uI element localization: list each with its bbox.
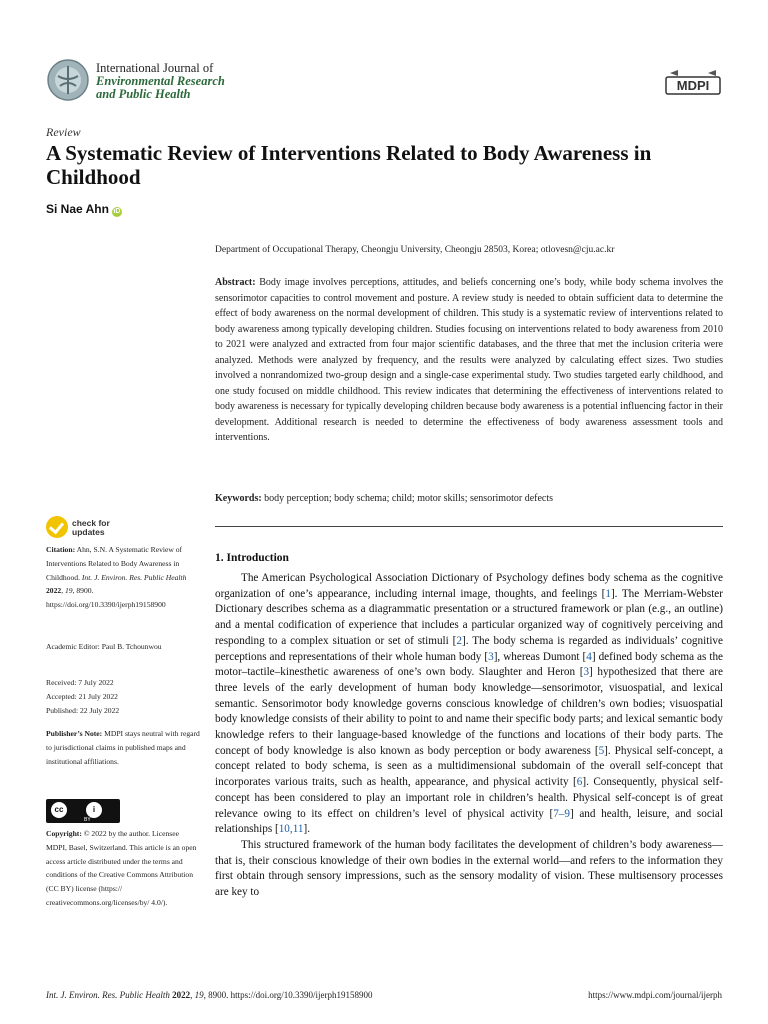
attribution-icon: i	[86, 802, 102, 818]
footer-year: 2022	[172, 990, 191, 1000]
p1-segment: ].	[303, 823, 310, 836]
citation-year: 2022	[46, 586, 62, 596]
paragraph-2: This structured framework of the human body facilitates the development of children’s body awareness—that is, their conscious knowledge of their own bodies in the external world—and refers to the information they first obtain through sensory impressions, such as the sensory modality of vision. These multisensory processes are key to	[215, 838, 723, 899]
citation-link[interactable]: 3	[488, 650, 494, 663]
p1-segment: ] defined body schema as the motor–tactile–kinesthetic awareness of one’s own body. Slaughter and Heron [	[215, 650, 724, 679]
journal-name	[96, 62, 225, 101]
p1-segment: ] and health, leisure, and social relationships [	[215, 807, 723, 836]
orcid-icon[interactable]: iD	[113, 208, 121, 215]
footer-volume: 19	[194, 990, 204, 1000]
abstract-text: Body image involves perceptions, attitudes, and beliefs concerning one’s body, while body schema involves the sensorimotor capacities to control movement and posture. A review study is needed to obtain sufficient data to determine the effect of body awareness on the normal development of children. This study is a systematic review of interventions related to body awareness among typically developing children. Studies focusing on interventions related to body awareness from 2010 to 2021 were analyzed and extracted from four major scientific databases, and the three that met the inclusion criteria were analyzed. Methods were analyzed by frequency, and the results were analyzed by calculating effect sizes. Two studies involved a nonrandomized two-group design and a single-case experimental study. Two studies targeted early childhood, and one study focused on middle childhood. This review indicates that determining the effectiveness of interventions related to body awareness is necessary for typically developing children because body awareness is a potential influencing factor in their development. Additional research is needed to determine the effectiveness of body awareness assessment tools and interventions.	[215, 277, 724, 443]
citation-link[interactable]: 5	[598, 744, 605, 757]
journal-line-2: Environmental Research	[96, 74, 225, 88]
citation-text: Ahn, S.N. A Systematic Review of Interventions Related to Body Awareness in Childhood.	[46, 545, 183, 582]
article-type: Review	[46, 125, 81, 139]
citation-doi[interactable]: , 8900. https://doi.org/10.3390/ijerph19158900	[46, 586, 166, 610]
keywords-label: Keywords:	[215, 493, 262, 504]
citation-link[interactable]: 7–9	[553, 807, 570, 820]
copyright-block	[46, 827, 200, 910]
author	[46, 202, 122, 217]
paragraph-1	[215, 571, 723, 838]
citation-link[interactable]: 4	[586, 650, 592, 663]
cc-icon: cc	[51, 802, 67, 818]
cc-by-license-badge[interactable]	[46, 799, 120, 823]
citation-link[interactable]: 2	[456, 634, 462, 647]
abstract	[215, 275, 723, 446]
mdpi-logo-icon	[664, 70, 722, 96]
p1-segment: ], whereas Dumont [	[493, 650, 587, 663]
publishers-note	[46, 727, 200, 768]
check-updates-label	[72, 519, 110, 537]
received-date: Received: 7 July 2022	[46, 678, 114, 687]
body-text	[215, 571, 723, 901]
mdpi-logo-text: MDPI	[676, 78, 710, 93]
p1-segment: ] hypothesized that there are three levels of the early development of human body knowledge—sensorimotor, visuospatial, and lexical semantic. Sensorimotor body knowledge governs conscious knowledge of children’s own bodies; visuospatial body knowledge consists of their ability to point to and name their specific body parts; and lexical semantic body knowledge refers to their language-based knowledge of the functions and locations of their body parts. The concept of body knowledge is also known as body perception or body awareness [	[215, 666, 724, 757]
citation-volume: 19	[64, 586, 73, 596]
keywords	[215, 492, 723, 506]
p1-segment: ]. The body schema is regarded as individuals’ cognitive perceptions and representations of their whole human body [	[215, 634, 723, 663]
p1-segment: ]. Physical self-concept, a concept related to body schema, is seen as a multidimensional subdomain of the overall self-concept that incorporates various traits, such as health, appearance, and physical activity [	[215, 744, 723, 789]
journal-emblem-icon	[46, 58, 90, 102]
mdpi-logo	[664, 70, 722, 96]
citation-block: Citation: Ahn, S.N. A Systematic Review of Interventions Related to Body Awareness in Childhood. Int. J. Environ. Res. Public Health 2022, 19, 8900. https://doi.org/10.3390/ijerph19158900	[46, 545, 187, 610]
section-divider	[215, 526, 723, 527]
footer-journal-url[interactable]: https://www.mdpi.com/journal/ijerph	[588, 990, 722, 1000]
copyright-text: © 2022 by the author. Licensee MDPI, Basel, Switzerland. This article is an open access article distributed under the terms and conditions of the Creative Commons Attribution (CC BY) license (https:// creativecommons.org/licenses/by/ 4.0/).	[46, 829, 197, 907]
p1-segment: The American Psychological Association Dictionary of Psychology defines body schema as the cognitive organization of one’s appearance, including internal image, thoughts, and feelings [	[215, 572, 723, 600]
citation-link[interactable]: 1	[605, 587, 611, 600]
footer-journal: Int. J. Environ. Res. Public Health	[46, 990, 170, 1000]
note-text: MDPI stays neutral with regard to jurisdictional claims in published maps and institutional affiliations.	[46, 729, 200, 766]
abstract-label: Abstract:	[215, 277, 256, 288]
check-updates-line-2: updates	[72, 527, 105, 537]
journal-logo	[46, 58, 90, 102]
section-heading: 1. Introduction	[215, 552, 289, 564]
cc-by-label: BY	[84, 817, 91, 823]
citation-link[interactable]: 10,11	[278, 823, 304, 836]
copyright-label: Copyright:	[46, 829, 82, 838]
published-date: Published: 22 July 2022	[46, 705, 120, 715]
citation-link[interactable]: 6	[576, 776, 583, 789]
dates-block	[46, 676, 200, 717]
affiliation: Department of Occupational Therapy, Cheongju University, Cheongju 28503, Korea; otlovesn@cju.ac.kr	[215, 245, 615, 255]
check-updates-line-1: check for	[72, 518, 110, 528]
academic-editor	[46, 640, 200, 654]
article-title: A Systematic Review of Interventions Related to Body Awareness in Childhood	[46, 141, 652, 189]
journal-line-1: International Journal of	[96, 61, 214, 75]
editor-label: Academic Editor:	[46, 642, 100, 651]
accepted-date: Accepted: 21 July 2022	[46, 691, 118, 701]
author-name: Si Nae Ahn	[46, 202, 109, 216]
journal-line-3: and Public Health	[96, 87, 191, 101]
p1-segment: ]. Consequently, physical self-concept has been considered to play an important role in children’s health. Physical self-concept is of great relevance owing to its effect on children’s level of physical activity [	[215, 776, 723, 820]
footer-doi[interactable]: , 8900. https://doi.org/10.3390/ijerph19158900	[203, 990, 373, 1000]
footer-citation: Int. J. Environ. Res. Public Health 2022, 19, 8900. https://doi.org/10.3390/ijerph19158900	[46, 990, 373, 1000]
keywords-text: body perception; body schema; child; motor skills; sensorimotor defects	[264, 493, 554, 504]
note-label: Publisher’s Note:	[46, 729, 103, 738]
checkmark-icon	[46, 516, 68, 538]
citation-link[interactable]: 3	[583, 666, 590, 679]
p1-segment: ]. The Merriam-Webster Dictionary describes schema as a diagrammatic presentation or a structured framework or plan (e.g., an outline) and a mental codification of experience that includes a particular organized way of cognitively perceiving and responding to a complex situation or set of stimuli [	[215, 587, 723, 647]
citation-label: Citation:	[46, 545, 76, 554]
check-for-updates-button[interactable]	[46, 516, 146, 540]
citation-journal: Int. J. Environ. Res. Public Health	[81, 572, 187, 582]
editor-name: Paul B. Tchounwou	[101, 642, 162, 651]
